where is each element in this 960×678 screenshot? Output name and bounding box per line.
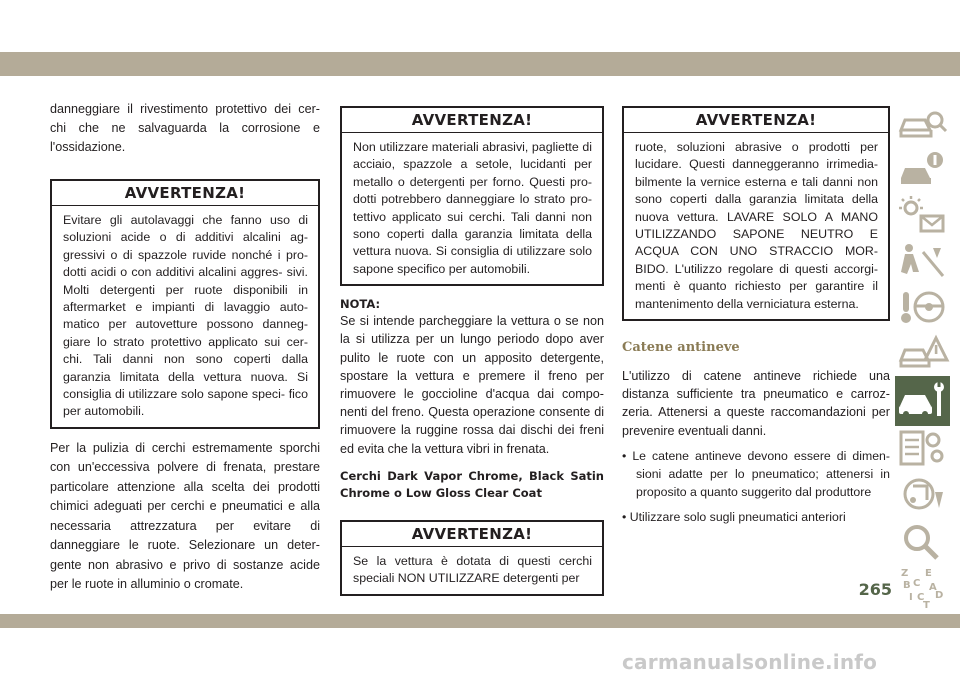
safety-airbag-icon	[895, 238, 950, 284]
watermark: carmanualsonline.info	[622, 650, 878, 674]
dashboard-lights-icon	[895, 192, 950, 238]
warning-title: AVVERTENZA!	[342, 108, 602, 133]
warning-title: AVVERTENZA!	[624, 108, 888, 133]
warning-body: Non utilizzare materiali abrasivi, pagliette di acciaio, spazzole a setole, lucidanti per metallo o detergenti per forno. Questi pro- dotti potrebbero danneggiare lo strato pro- tettivo applicato sui cerchi. Tali danni non sono coperti dalla garanzia limitata della vettura nuova. Si consiglia di utilizzare solo sapone specifico per automobili.	[353, 140, 592, 276]
list-item: • Le catene antineve devono essere di dimen- sioni adatte per lo pneumatico; attenersi in proposito a quanto suggerito dal produttore	[622, 448, 890, 499]
warning-box-abrasivi	[340, 106, 604, 286]
page-number: 265	[858, 580, 892, 599]
svg-text:T: T	[923, 600, 930, 610]
magnifier-icon	[895, 518, 950, 564]
tab-specs[interactable]	[895, 426, 950, 472]
tab-car-search[interactable]	[895, 100, 950, 146]
column-left	[50, 100, 320, 595]
car-warning-icon	[895, 330, 950, 376]
tab-search[interactable]	[895, 518, 950, 564]
music-nav-icon	[895, 472, 950, 518]
svg-text:I: I	[909, 592, 913, 603]
section-title-catene: Catene antineve	[622, 340, 740, 356]
alphabet-index-icon	[895, 564, 950, 610]
car-info-icon	[895, 146, 950, 192]
note-body: Se si intende parcheggiare la vettura o se non la si utilizza per un lungo periodo dopo aver pulito le ruote con un apposito detergente, spostare la vettura e premere il freno per rimuovere le goccioline d'acqua dai compo- nenti del freno. Questa operazione consente di rimuovere la ruggine rossa dai dischi dei freni ed evita che la vettura vibri in frenata.	[340, 314, 604, 456]
tab-safety[interactable]	[895, 238, 950, 284]
tab-maintenance-active[interactable]	[895, 376, 950, 426]
top-header-band	[0, 52, 960, 76]
warning-body: Evitare gli autolavaggi che fanno uso di soluzioni acide o di additivi alcalini ag- gressivi o di spazzole ruvide nonché i pro- dotti acidi o con additivi alcalini aggres- sivi. Molti detergenti per ruote disponibili in aftermarket e impianti di lavaggio auto- matico per autovetture possono danneg- giare lo strato protettivo applicato sui cer- chi. Tali danni non sono coperti dalla garanzia limitata della vettura nuova. Si consiglia di utilizzare solo sapone speci- fico per automobili.	[63, 213, 308, 419]
column-right	[622, 100, 890, 526]
warning-box-lavaggio-mano	[622, 106, 890, 321]
section-body: L'utilizzo di catene antineve richiede una distanza sufficiente tra pneumatico e carroz- zeria. Attenersi a queste raccomandazioni per prevenire eventuali danni.	[622, 369, 890, 438]
car-wrench-icon	[895, 376, 950, 426]
cleaning-paragraph: Per la pulizia di cerchi estremamente sporchi con un'eccessiva polvere di frenata, prestare particolare attenzione alla scelta dei prodotti chimici adeguati per cerchi e pneumatici e alla necessaria attrezzatura per evitare di danneggiare le ruote. Selezionare un deter- gente non abrasivo e privo di sostanze acide per le ruote in alluminio o cromate.	[50, 440, 320, 592]
svg-text:Z: Z	[901, 568, 909, 579]
warning-title: AVVERTENZA!	[342, 522, 602, 547]
tab-dashboard-lights[interactable]	[895, 192, 950, 238]
list-item: • Utilizzare solo sugli pneumatici anteriori	[622, 509, 846, 524]
steering-wheel-icon	[895, 284, 950, 330]
warning-title: AVVERTENZA!	[52, 181, 318, 206]
note-title: NOTA:	[340, 297, 381, 312]
tab-car-warning[interactable]	[895, 330, 950, 376]
column-middle	[340, 100, 604, 596]
svg-text:A: A	[929, 582, 937, 593]
wheel-type-subhead: Cerchi Dark Vapor Chrome, Black Satin Chrome o Low Gloss Clear Coat	[340, 468, 604, 500]
warning-body: ruote, soluzioni abrasive o prodotti per lucidare. Questi danneggeranno irrimedia- bilmente la vernice esterna e tali danni non sono coperti dalla garanzia limitata della nuova vettura. LAVARE SOLO A MANO UTILIZZANDO SAPONE NEUTRO E ACQUA CON UNO STRACCIO MOR- BIDO. L'utilizzo regolare di questi accorgi- menti è quanto richiesto per garantire il mantenimento della verniciatura esterna.	[635, 140, 878, 311]
tab-car-info[interactable]	[895, 146, 950, 192]
svg-text:B: B	[903, 580, 911, 591]
tab-multimedia[interactable]	[895, 472, 950, 518]
intro-paragraph: danneggiare il rivestimento protettivo dei cer- chi che ne salvaguarda la corrosione e l'ossidazione.	[50, 102, 320, 154]
svg-text:D: D	[935, 590, 944, 601]
tab-index[interactable]	[895, 564, 950, 610]
warning-body: Se la vettura è dotata di questi cerchi speciali NON UTILIZZARE detergenti per	[353, 553, 592, 586]
bottom-footer-band	[0, 614, 960, 628]
warning-box-autolavaggi	[50, 179, 320, 429]
svg-text:C: C	[913, 578, 921, 589]
tab-steering[interactable]	[895, 284, 950, 330]
svg-text:E: E	[925, 568, 932, 579]
warning-box-cerchi-speciali	[340, 520, 604, 596]
list-gears-icon	[895, 426, 950, 472]
svg-text:C: C	[917, 592, 925, 603]
car-search-icon	[895, 100, 950, 146]
